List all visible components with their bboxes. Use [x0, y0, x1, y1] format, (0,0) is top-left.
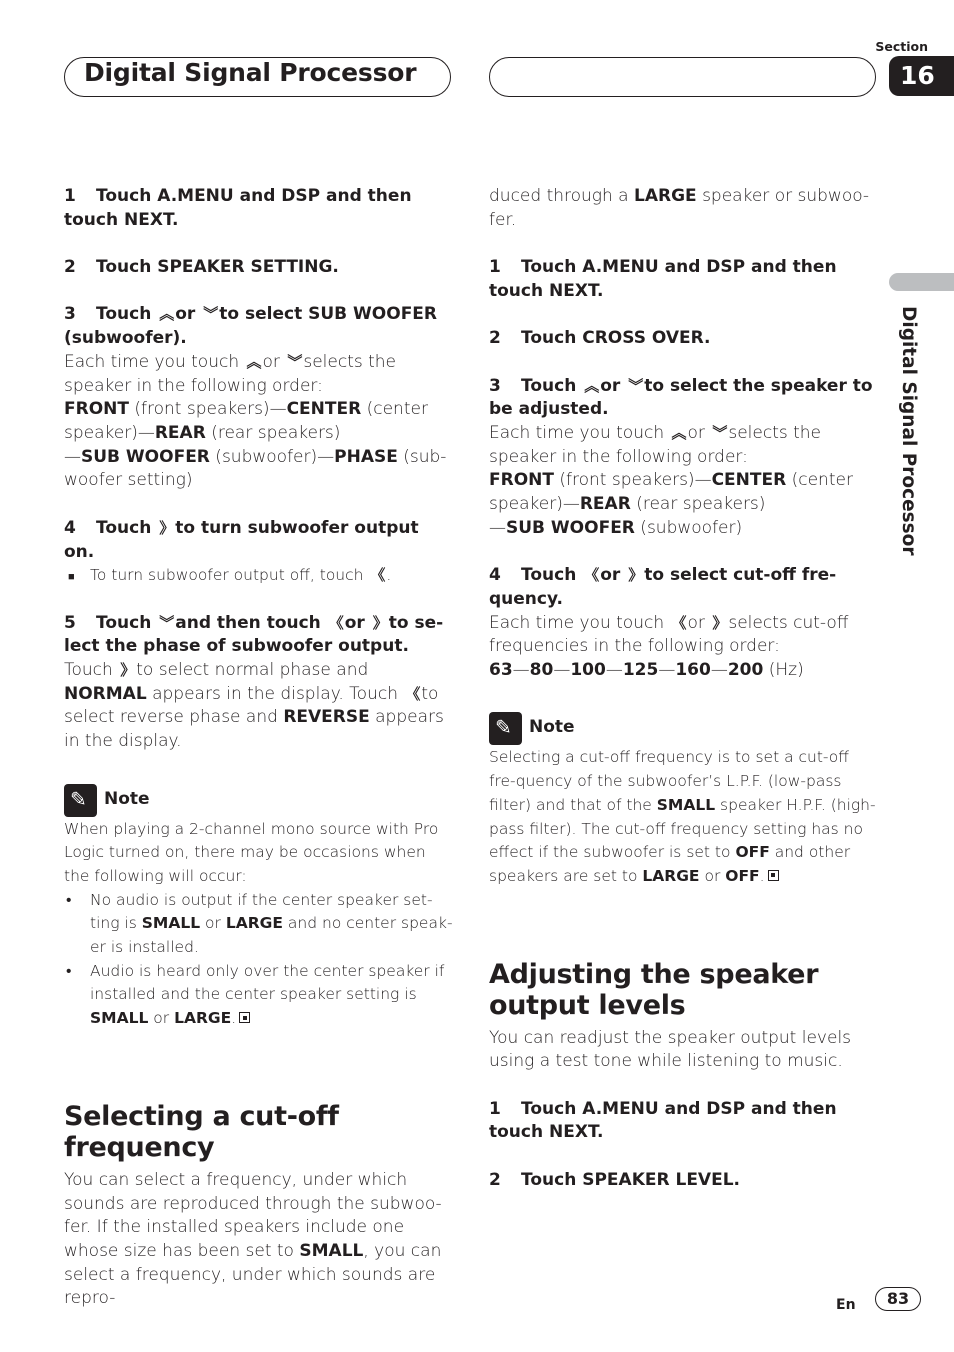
note-heading: ✎ Note [64, 784, 454, 818]
end-square-icon [768, 870, 779, 881]
step-5-description: Touch 》 to select normal phase and NORMAL appears in the display. Touch 《 to select reverse phase and REVERSE appears in the display. [64, 660, 444, 752]
up-double-chevron-icon: ︽ [246, 352, 259, 371]
levels-step-2: 2 Touch SPEAKER LEVEL. [489, 1169, 740, 1190]
page-title: Digital Signal Processor [84, 58, 417, 87]
down-double-chevron-icon: ︾ [203, 305, 216, 324]
step-1: 1 Touch A.MENU and DSP and then touch NEXT. [64, 186, 412, 230]
step-3-description: Each time you touch ︽ or ︾ selects the speaker in the following order: [489, 422, 822, 467]
left-double-chevron-icon: 《 [671, 613, 684, 632]
note-bullet-2: • Audio is heard only over the center speaker if installed and the center speaker setting is SMALL or LARGE. [66, 961, 445, 1028]
right-double-chevron-icon: 》 [120, 661, 133, 679]
end-square-icon [239, 1012, 250, 1023]
right-double-chevron-icon: 》 [372, 613, 385, 632]
note-text: When playing a 2-channel mono source with Pro Logic turned on, there may be occasions when the following will occur: [64, 819, 439, 885]
left-double-chevron-icon: 《 [370, 566, 383, 585]
right-double-chevron-icon: 》 [628, 566, 641, 585]
step-5: 5 Touch ︾ and then touch 《 or 》 to se-lect the phase of subwoofer output. [64, 612, 444, 657]
note-pencil-icon: ✎ [64, 784, 97, 817]
square-bullet-icon: ■ [68, 570, 75, 584]
speaker-order: FRONT (front speakers)—CENTER (center speaker)—REAR (rear speakers) —SUB WOOFER (subwoofer) [489, 470, 853, 538]
left-column [64, 185, 454, 1311]
heading-speaker-output-levels: Adjusting the speaker output levels [489, 958, 819, 1021]
section-label: Section [875, 39, 928, 54]
note-heading: ✎ Note [489, 712, 879, 746]
note-pencil-icon: ✎ [489, 712, 522, 745]
side-tab-marker [889, 273, 954, 291]
down-double-chevron-icon: ︾ [712, 423, 725, 442]
step-4-description: Each time you touch 《 or 》 selects cut-off frequencies in the following order: [489, 612, 849, 657]
cutoff-intro-continued: duced through a LARGE speaker or subwoo-fer. [489, 186, 870, 230]
note-bullet-1: • No audio is output if the center speaker set-ting is SMALL or LARGE and no center speak-er is installed. [66, 890, 453, 957]
levels-step-1: 1 Touch A.MENU and DSP and then touch NEXT. [489, 1098, 837, 1143]
heading-cutoff-frequency: Selecting a cut-off frequency [64, 1100, 339, 1163]
right-column [489, 185, 879, 1193]
page-number: 83 [875, 1287, 921, 1311]
up-double-chevron-icon: ︽ [159, 305, 172, 324]
left-double-chevron-icon: 《 [584, 566, 597, 585]
side-tab-label: Digital Signal Processor [898, 306, 919, 556]
section-number-badge: 16 [889, 56, 954, 96]
header-blank-frame [489, 57, 876, 97]
cutoff-intro: You can select a frequency, under which sounds are reproduced through the subwoo-fer. If the installed speakers include one whose size has been set to SMALL, you can select a frequency, under which sounds are repro- [64, 1169, 442, 1309]
step-3-description: Each time you touch ︽ or ︾ selects the speaker in the following order: [64, 351, 397, 396]
right-double-chevron-icon: 》 [712, 613, 725, 632]
note-text: Selecting a cut-off frequency is to set a cut-off fre-quency of the subwoofer’s L.P.F. (low-pass filter) and that of the SMALL speaker H.P.F. (high-pass filter). The cut-off frequency setting has no effect if the subwoofer is set to OFF and other speakers are set to LARGE or OFF. [489, 748, 876, 885]
down-double-chevron-icon: ︾ [287, 352, 300, 371]
step-4: 4 Touch 《 or 》 to select cut-off fre-quency. [489, 565, 837, 609]
speaker-order: FRONT (front speakers)—CENTER (center speaker)—REAR (rear speakers) —SUB WOOFER (subwoofer)—PHASE (sub-woofer setting) [64, 399, 447, 491]
frequency-order: 63—80—100—125—160—200 (Hz) [489, 660, 804, 680]
down-double-chevron-icon: ︾ [159, 613, 172, 632]
left-double-chevron-icon: 《 [405, 684, 418, 703]
language-label: En [836, 1297, 856, 1313]
step-4-bullet: ■ To turn subwoofer output off, touch 《 . [64, 564, 454, 588]
step-3: 3 Touch ︽ or ︾ to select SUB WOOFER (subwoofer). [64, 304, 438, 349]
up-double-chevron-icon: ︽ [584, 376, 597, 395]
step-4: 4 Touch 》 to turn subwoofer output on. [64, 517, 419, 562]
step-2: 2 Touch CROSS OVER. [489, 328, 711, 349]
down-double-chevron-icon: ︾ [628, 376, 641, 395]
left-double-chevron-icon: 《 [328, 613, 341, 632]
levels-intro: You can readjust the speaker output levels using a test tone while listening to music. [489, 1027, 852, 1072]
right-double-chevron-icon: 》 [159, 518, 172, 537]
up-double-chevron-icon: ︽ [671, 423, 684, 442]
step-3: 3 Touch ︽ or ︾ to select the speaker to be adjusted. [489, 375, 873, 420]
step-2: 2 Touch SPEAKER SETTING. [64, 257, 339, 278]
step-1: 1 Touch A.MENU and DSP and then touch NEXT. [489, 257, 837, 301]
